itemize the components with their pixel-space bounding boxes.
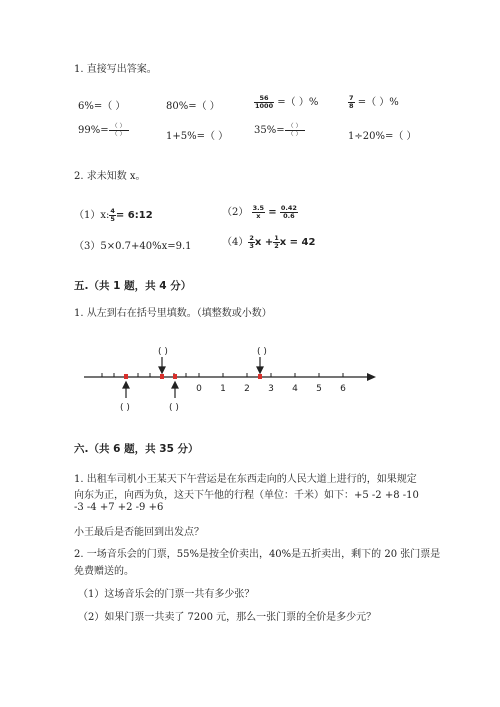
section-6-q2-line2: 免费赠送的。 — [74, 566, 134, 577]
blank-above-1[interactable]: ( ) — [158, 347, 168, 357]
fraction-56-1000: $\frac{56}{1000}$ — [255, 94, 274, 110]
q1-item-a: 6%=（ ） — [78, 101, 126, 112]
equation-2: （2） $\frac{3.5}{x}$ = $\frac{0.42}{0.6}$ — [222, 204, 297, 220]
blank-above-2[interactable]: ( ) — [257, 347, 267, 357]
tick-label: 2 — [244, 384, 250, 394]
red-point — [124, 374, 128, 379]
q1-item-e: 99%= （ ） （ ） — [78, 123, 129, 138]
equation-1: （1）x: $\frac{4}{5}$ = 6:12 — [74, 207, 153, 223]
up-arrow-head-icon — [123, 382, 129, 388]
q1-item-h: 1÷20%=（ ） — [348, 131, 417, 142]
number-line-arrowhead — [367, 373, 376, 381]
blank-below-1[interactable]: ( ) — [120, 403, 130, 413]
section-5-question-1: 1. 从左到右在括号里填数。（填整数或小数） — [74, 308, 272, 319]
down-arrow-head-icon — [159, 367, 165, 373]
section-5-title: 五.（共 1 题，共 4 分） — [74, 280, 192, 292]
section-6-q1-line1: 1. 出租车司机小王某天下午营运是在东西走向的人民大道上进行的，如果规定 — [74, 474, 417, 485]
tick-label: 3 — [268, 384, 274, 394]
section-6-q1-line2: 向东为正，向西为负，这天下午他的行程（单位：千米）如下：+5 -2 +8 -10 — [74, 490, 419, 501]
blank-below-2[interactable]: ( ) — [169, 403, 179, 413]
section-6-q1-line3: -3 -4 +7 +2 -9 +6 — [74, 502, 164, 513]
tick-label: 0 — [196, 384, 202, 394]
red-point — [173, 374, 177, 379]
section-6-q2-line1: 2. 一场音乐会的门票，55%是按全价卖出，40%是五折卖出，剩下的 20 张门票是 — [74, 549, 441, 560]
section-6-title: 六.（共 6 题，共 35 分） — [74, 443, 199, 455]
q1-item-c: $\frac{56}{1000}$ =（ ）% — [255, 94, 319, 110]
tick-label: 1 — [220, 384, 226, 394]
equation-3: （3）5×0.7+40%x=9.1 — [74, 241, 192, 252]
section-6-q1-question: 小王最后是否能回到出发点？ — [74, 527, 204, 538]
tick-label: 4 — [292, 384, 298, 394]
up-arrow-head-icon — [172, 382, 178, 388]
q1-item-b: 80%=（ ） — [166, 101, 220, 112]
q2-title: 2. 求未知数 x。 — [74, 171, 146, 182]
q1-title: 1. 直接写出答案。 — [74, 64, 157, 75]
tick-label: 5 — [316, 384, 322, 394]
number-line-figure — [70, 340, 390, 420]
red-point — [258, 374, 262, 379]
down-arrow-head-icon — [257, 367, 263, 373]
section-6-q2-sub2: （2）如果门票一共卖了 7200 元，那么一张门票的全价是多少元？ — [78, 612, 377, 623]
section-6-q2-sub1: （1）这场音乐会的门票一共有多少张？ — [78, 589, 255, 600]
q1-item-f: 1+5%=（ ） — [166, 131, 229, 142]
fraction-7-8: $\frac{7}{8}$ — [349, 94, 354, 110]
tick-label: 6 — [340, 384, 346, 394]
q1-item-d: $\frac{7}{8}$ =（ ）% — [349, 94, 399, 110]
red-point — [160, 374, 164, 379]
equation-4: （4） $\frac{2}{3}$ x + $\frac{1}{2}$ x = 42 — [222, 234, 316, 250]
q1-item-g: 35%= （ ） （ ） — [254, 123, 305, 138]
